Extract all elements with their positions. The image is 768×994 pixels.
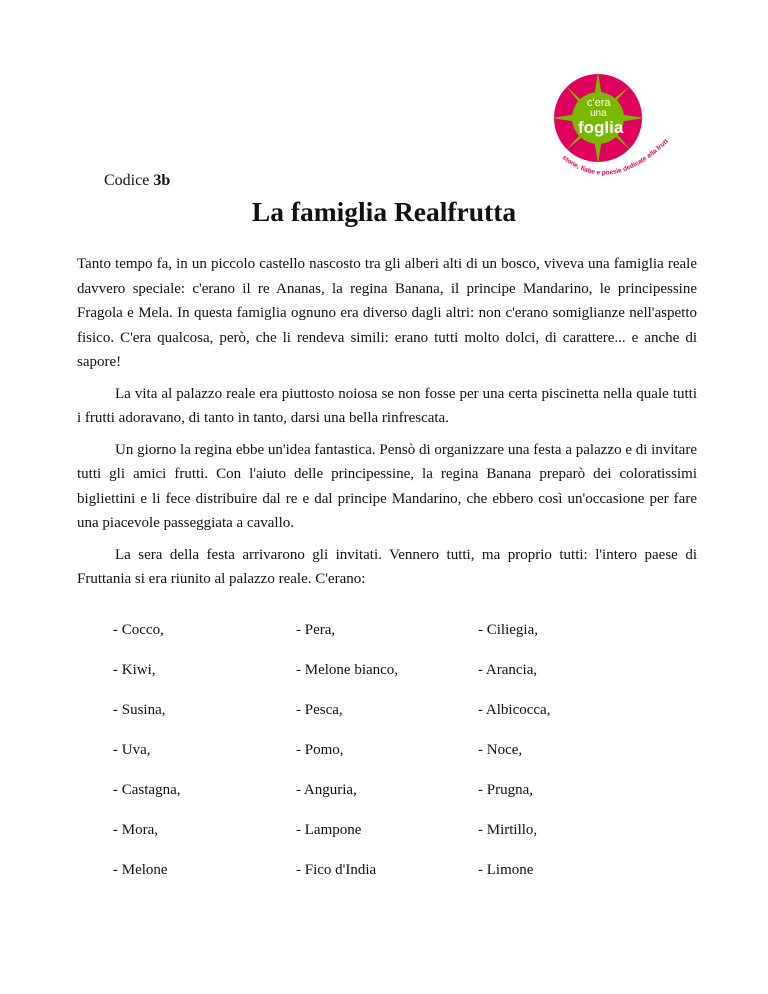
guest-item: - Mora, bbox=[113, 822, 158, 838]
guest-item: - Susina, bbox=[113, 702, 166, 718]
guest-item: - Albicocca, bbox=[478, 702, 551, 718]
code-label: Codice bbox=[104, 172, 150, 189]
guest-list bbox=[113, 622, 550, 902]
guest-item: - Kiwi, bbox=[113, 662, 156, 678]
guest-item: - Pesca, bbox=[296, 702, 343, 718]
guest-item: - Fico d'India bbox=[296, 862, 377, 878]
document-code bbox=[104, 172, 170, 190]
guest-item: - Melone bbox=[113, 862, 168, 878]
page-title: La famiglia Realfrutta bbox=[251, 196, 517, 227]
guest-row bbox=[113, 742, 550, 782]
guest-row bbox=[113, 782, 550, 822]
guest-row bbox=[113, 822, 550, 862]
guest-item: - Prugna, bbox=[478, 782, 533, 798]
logo-line1: c'era bbox=[587, 97, 611, 109]
guest-row bbox=[113, 702, 550, 742]
guest-row bbox=[113, 622, 550, 662]
story-body bbox=[77, 252, 697, 599]
paragraph-4: La sera della festa arrivarono gli invitati. Vennero tutti, ma proprio tutti: l'intero paese di Fruttania si era riunito al palazzo reale. C'erano: bbox=[77, 546, 697, 587]
code-value: 3b bbox=[153, 172, 171, 189]
logo bbox=[540, 70, 680, 190]
logo-line2: una bbox=[590, 108, 607, 119]
leaf-logo-icon bbox=[540, 70, 680, 190]
logo-line3: foglia bbox=[578, 118, 624, 137]
guest-item: - Anguria, bbox=[296, 782, 357, 798]
guest-item: - Pomo, bbox=[296, 742, 344, 758]
guest-item: - Mirtillo, bbox=[478, 822, 538, 838]
guest-item: - Cocco, bbox=[113, 622, 164, 638]
guest-item: - Uva, bbox=[113, 742, 151, 758]
guest-item: - Limone bbox=[478, 862, 534, 878]
guest-item: - Castagna, bbox=[113, 782, 181, 798]
paragraph-1: Tanto tempo fa, in un piccolo castello nascosto tra gli alberi alti di un bosco, viveva una famiglia reale davvero speciale: c'erano il re Ananas, la regina Banana, il principe Mandarino, le principessine Fragola e Mela. In questa famiglia ognuno era diverso dagli altri: non c'erano somiglianze nell'aspetto fisico. C'era qualcosa, però, che li rendeva simili: erano tutti molto dolci, di carattere... e anche di sapore! bbox=[77, 256, 697, 370]
guest-row bbox=[113, 862, 550, 902]
guest-item: - Pera, bbox=[296, 622, 336, 638]
paragraph-3: Un giorno la regina ebbe un'idea fantastica. Pensò di organizzare una festa a palazzo e di invitare tutti gli amici frutti. Con l'aiuto delle principessine, la regina Banana preparò dei coloratissimi bigliettini e li fece distribuire dal re e dal principe Mandarino, che ebbero così un'occasione per fare una piacevole passeggiata a cavallo. bbox=[77, 441, 697, 531]
guest-item: - Lampone bbox=[296, 822, 362, 838]
paragraph-2: La vita al palazzo reale era piuttosto noiosa se non fosse per una certa piscinetta nella quale tutti i frutti adoravano, di tanto in tanto, darsi una bella rinfrescata. bbox=[77, 385, 697, 426]
logo-arc-textpath: storie, fiabe e poesie dedicate alla frutt bbox=[560, 137, 670, 177]
guest-item: - Melone bianco, bbox=[296, 662, 399, 678]
guest-item: - Arancia, bbox=[478, 662, 538, 678]
guest-item: - Ciliegia, bbox=[478, 622, 538, 638]
guest-row bbox=[113, 662, 550, 702]
guest-item: - Noce, bbox=[478, 742, 523, 758]
